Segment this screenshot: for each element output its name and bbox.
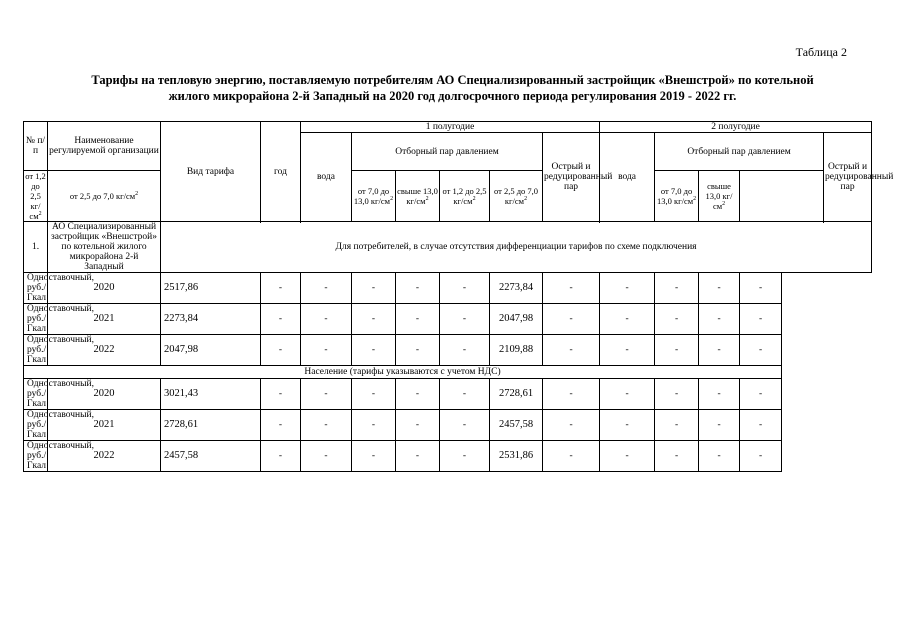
header-sharp-steam-2: Острый и редуцированный пар [824, 133, 872, 222]
dash-cell: - [261, 335, 301, 366]
header-pressure-1-2-5-h2: от 1,2 до 2,5 $кг/см^2$ [440, 171, 490, 222]
dash-cell: - [352, 441, 396, 472]
tariff-type-cell: Одноставочный, руб./Гкал [24, 379, 48, 410]
dash-cell: - [440, 410, 490, 441]
dash-cell: - [655, 410, 699, 441]
dash-cell: - [352, 273, 396, 304]
header-row-3 [24, 171, 872, 222]
dash-cell: - [261, 441, 301, 472]
dash-cell: - [655, 335, 699, 366]
header-water-2: вода [600, 133, 655, 222]
water-half-1-cell: 3021,43 [161, 379, 261, 410]
dash-cell: - [740, 273, 782, 304]
dash-cell: - [301, 335, 352, 366]
section-2-row [24, 366, 872, 379]
dash-cell: - [301, 379, 352, 410]
dash-cell: - [301, 273, 352, 304]
header-org-name: Наименование регулируемой организации [48, 122, 161, 171]
header-pressure-7-13: от 7,0 до 13,0 $кг/см^2$ [352, 171, 396, 222]
header-steam-1: Отборный пар давлением [352, 133, 543, 171]
header-pressure-over-13: свыше 13,0 $кг/см^2$ [396, 171, 440, 222]
section-1-body [24, 273, 872, 366]
table-row [24, 273, 872, 304]
header-pressure-1-2-5: от 1,2 до 2,5 $кг/см^2$ [25, 171, 46, 221]
water-half-1-cell: 2457,58 [161, 441, 261, 472]
water-half-2-cell: 2273,84 [490, 273, 543, 304]
dash-cell: - [396, 335, 440, 366]
dash-cell: - [655, 304, 699, 335]
dash-cell: - [301, 410, 352, 441]
year-cell: 2022 [48, 335, 161, 366]
organization-name: АО Специализированный застройщик «Внешстрой» по котельной жилого микрорайона 2-й Западный [48, 222, 161, 273]
water-half-2-cell: 2047,98 [490, 304, 543, 335]
dash-cell: - [543, 273, 600, 304]
water-half-2-cell: 2728,61 [490, 379, 543, 410]
dash-cell: - [699, 335, 740, 366]
dash-cell: - [396, 304, 440, 335]
water-half-2-cell: 2109,88 [490, 335, 543, 366]
dash-cell: - [261, 273, 301, 304]
year-cell: 2021 [48, 304, 161, 335]
tariff-type-cell: Одноставочный, руб./Гкал [24, 273, 48, 304]
dash-cell: - [352, 379, 396, 410]
water-half-1-cell: 2273,84 [161, 304, 261, 335]
dash-cell: - [655, 441, 699, 472]
table-row [24, 304, 872, 335]
dash-cell: - [655, 273, 699, 304]
tariff-type-cell: Одноставочный, руб./Гкал [24, 304, 48, 335]
header-pressure-2-5-7: от 2,5 до 7,0 $кг/см^2$ [48, 171, 161, 222]
dash-cell: - [352, 410, 396, 441]
dash-cell: - [396, 379, 440, 410]
dash-cell: - [396, 273, 440, 304]
header-sharp-steam-1: Острый и редуцированный пар [543, 133, 600, 222]
year-cell: 2020 [48, 379, 161, 410]
dash-cell: - [543, 441, 600, 472]
dash-cell: - [600, 441, 655, 472]
dash-cell: - [740, 335, 782, 366]
dash-cell: - [440, 273, 490, 304]
title-line-2: жилого микрорайона 2-й Западный на 2020 год долгосрочного периода регулирования 2019 - 2022 гг. [168, 89, 737, 103]
dash-cell: - [301, 304, 352, 335]
dash-cell: - [261, 304, 301, 335]
header-water-1: вода [301, 133, 352, 222]
table-row [24, 379, 872, 410]
dash-cell: - [600, 379, 655, 410]
dash-cell: - [600, 335, 655, 366]
table-row [24, 441, 872, 472]
section-2-body [24, 379, 872, 472]
water-half-1-cell: 2517,86 [161, 273, 261, 304]
water-half-2-cell: 2531,86 [490, 441, 543, 472]
table-number: Таблица 2 [795, 45, 847, 59]
water-half-2-cell: 2457,58 [490, 410, 543, 441]
table-row [24, 410, 872, 441]
header-year: год [261, 122, 301, 222]
year-cell: 2022 [48, 441, 161, 472]
dash-cell: - [740, 410, 782, 441]
header-row-1 [24, 122, 872, 133]
section-1-title: Для потребителей, в случае отсутствия дифференциации тарифов по схеме подключения [161, 222, 872, 273]
dash-cell: - [543, 379, 600, 410]
dash-cell: - [440, 304, 490, 335]
dash-cell: - [301, 441, 352, 472]
dash-cell: - [699, 379, 740, 410]
header-pressure-over-13-h2: свыше 13,0 $кг/см^2$ [699, 171, 740, 222]
dash-cell: - [396, 410, 440, 441]
header-steam-2: Отборный пар давлением [655, 133, 824, 171]
header-pressure-7-13-h2: от 7,0 до 13,0 $кг/см^2$ [655, 171, 699, 222]
dash-cell: - [543, 410, 600, 441]
dash-cell: - [261, 379, 301, 410]
dash-cell: - [600, 410, 655, 441]
document-title [40, 72, 865, 104]
table-row [24, 335, 872, 366]
dash-cell: - [600, 273, 655, 304]
dash-cell: - [261, 410, 301, 441]
dash-cell: - [440, 441, 490, 472]
dash-cell: - [699, 304, 740, 335]
section-2-title: Население (тарифы указываются с учетом НДС) [24, 366, 782, 379]
water-half-1-cell: 2047,98 [161, 335, 261, 366]
dash-cell: - [699, 441, 740, 472]
dash-cell: - [740, 379, 782, 410]
header-pressure-2-5-7-h2: от 2,5 до 7,0 $кг/см^2$ [490, 171, 543, 222]
dash-cell: - [699, 273, 740, 304]
water-half-1-cell: 2728,61 [161, 410, 261, 441]
header-num: № п/п [24, 122, 48, 171]
year-cell: 2021 [48, 410, 161, 441]
year-cell: 2020 [48, 273, 161, 304]
tariff-type-cell: Одноставочный, руб./Гкал [24, 335, 48, 366]
dash-cell: - [699, 410, 740, 441]
dash-cell: - [396, 441, 440, 472]
tariff-type-cell: Одноставочный, руб./Гкал [24, 410, 48, 441]
dash-cell: - [740, 441, 782, 472]
header-tariff-type: Вид тарифа [161, 122, 261, 222]
dash-cell: - [543, 304, 600, 335]
dash-cell: - [440, 335, 490, 366]
header-half-1: 1 полугодие [301, 122, 600, 133]
title-line-1: Тарифы на тепловую энергию, поставляемую потребителям АО Специализированный застройщик «Внешстрой» по котельной [91, 73, 814, 87]
tariff-table [23, 121, 894, 472]
dash-cell: - [543, 335, 600, 366]
header-half-2: 2 полугодие [600, 122, 872, 133]
tariff-type-cell: Одноставочный, руб./Гкал [24, 441, 48, 472]
dash-cell: - [740, 304, 782, 335]
row-number: 1. [24, 222, 48, 273]
dash-cell: - [600, 304, 655, 335]
dash-cell: - [655, 379, 699, 410]
dash-cell: - [352, 335, 396, 366]
dash-cell: - [440, 379, 490, 410]
dash-cell: - [352, 304, 396, 335]
